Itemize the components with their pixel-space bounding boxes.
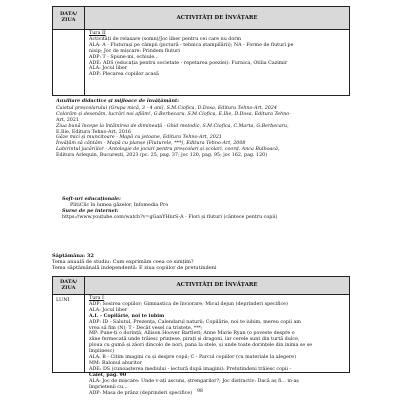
- activity-line: A.I. - Copilărie, noi te iubim: [89, 312, 165, 319]
- table-body: [53, 30, 349, 96]
- aux-line: Colorăm și desenăm, lucrări noi aflăm!, G.Berbecaru, S.M.Ciofica, E.Ilie, D.Dosa, Editura Tehno-: [56, 111, 291, 117]
- table-header: [53, 277, 349, 295]
- software-line: PlitiClic în lumea gâzelor, Infomedia Pro: [70, 202, 169, 208]
- aux-line: Caietul preșcolarului (Grupa mică, 3 - 4 ani), S.M.Ciofica, D.Dosa, Editura Tehno-Art, 2024: [56, 105, 277, 111]
- internet-title: Surse de pe internet:: [62, 207, 119, 214]
- activity-line: ADE: ADS (educația pentru societate - repetarea poeziei): Furnica, Otilia Cazimir: [89, 60, 288, 66]
- aux-line: Învățăm să cântăm - Mapă cu planșe (Fluturele, ***), Editura Tehno-Art, 2008: [56, 141, 246, 147]
- activity-line: ALA: Jocul liber: [89, 66, 128, 72]
- week-number: Săptămâna: 32: [52, 253, 94, 259]
- activity-line: ALA: B - Citim imagini cu și despre copii; C - Parcul copiilor (cu materiale la alegere): [89, 355, 296, 361]
- annual-theme: Tema anuală de studiu: Cum exprimăm ceea ce simțim?: [52, 259, 194, 266]
- activity-line: ALA: Joc de mișcare: Unde v-ați ascuns, ștrengarilor?; Joc distractiv: Dacă aș fi... m-aș: [89, 378, 299, 384]
- shift-label: Tura II: [89, 31, 106, 36]
- activity-line: nisip; Joc de mișcare: Prindem fluturi: [89, 48, 180, 54]
- activities-cell: [85, 30, 349, 96]
- aux-line: Art, 2021: [56, 117, 79, 123]
- activity-line: ALA: A - Fluturași pe câmpii (pictură - tehnica ștampilării); NA - Forme de fluturi pe: [89, 42, 294, 48]
- software-title: Soft-uri educaționale:: [62, 196, 121, 202]
- aux-line: Editura Arlequin, București, 2023 (pc. 25, pag. 37; joc 120, pag. 95; joc 162, pag. 120): [56, 153, 268, 159]
- activity-line: vrea să fim (N); T - Decât vesel ca tristețe, ***;: [89, 325, 203, 331]
- header-day-cell: [53, 277, 85, 294]
- header-day-cell: [53, 7, 85, 29]
- table-header: [53, 7, 349, 30]
- activity-line: ADP: T - Spune-mi, ochiule...: [89, 54, 159, 60]
- activity-line: ADE: DS (cunoașterea mediului - lectură după imagini): Pretutindeni trăiesc copii -: [89, 366, 292, 372]
- activity-line: ADP: Masa de prânz (deprinderi specifice): [89, 390, 193, 396]
- activity-line: MM: Balonul aburitor: [89, 360, 142, 366]
- auxiliary-title: Auxiliare didactice și mijloace de învățământ:: [56, 98, 179, 104]
- activity-line: ploua cu gumă și zăori dincolo de nori, pana la stele, și unde toate dorințele din inima se se: [89, 343, 313, 349]
- activities-table-1: [52, 6, 350, 96]
- activity-line: ADP: Sosirea copiilor; Gimnastica de înviorare; Micul dejun (deprinderi specifice): [89, 301, 288, 307]
- educational-software: [62, 197, 352, 221]
- activity-line: împrietenii cu...: [89, 384, 128, 390]
- activity-line: ADP: Plecarea copiilor acasă: [89, 72, 159, 78]
- aux-line: E.Ilie, Editura Tehno-Art, 2016: [56, 129, 131, 135]
- activity-line: MP: Pune-ți o dorință, Allison Hoover Bartlett; Anne Marie Ryan (o poveste despre o: [89, 331, 295, 337]
- aux-line: Ziua bună începe la întâlnirea de dimineață - Ghid metodic, S.M.Ciofica, C.Marta, G.Berbecaru,: [56, 123, 289, 129]
- page-number: 98: [197, 389, 203, 394]
- activity-line: Caiet, pag. 90: [89, 371, 127, 378]
- activity-line: Activități de relaxare (somn)/Joc liber pentru cei care nu dorm: [89, 36, 242, 42]
- aux-line: Gâze mici și muncitoare - Mapă cu jetoane, Editura Tehno-Art, 2021: [56, 135, 222, 141]
- activity-line: ADP: ID - Salutul, Prezența, Calendarul naturii; Copilărie, noi te iubim, mereu copii am: [89, 319, 301, 325]
- shift-label: Tura I: [89, 296, 104, 301]
- header-day-label: DATA/ ZIUA: [59, 11, 78, 23]
- week-info: [52, 253, 352, 272]
- activity-line: împlinesc): [89, 349, 115, 355]
- aux-line: Labirintul jucăriilor - Antologie de jocuri pentru preșcolari și școlari, coord. Anca Bulboacă,: [56, 147, 280, 153]
- weekly-theme: Tema săptămânală independentă: E ziua copiilor de pretutindeni: [52, 265, 217, 272]
- header-day-label: DATA/ ZIUA: [59, 279, 78, 291]
- day-cell: [53, 30, 85, 96]
- header-activities-cell: ACTIVITĂȚI DE ÎNVĂȚARE: [176, 282, 258, 288]
- activity-line: ALA: Jocul liber: [89, 307, 128, 313]
- day-cell: LUNI: [53, 295, 85, 373]
- header-activities-cell: ACTIVITĂȚI DE ÎNVĂȚARE: [176, 15, 258, 21]
- activity-line: zâne fermecată unde trăiesc prințese, pirați și dragoni, iar cerele sunt din turtă dulce,: [89, 337, 300, 343]
- auxiliary-materials: [56, 99, 356, 159]
- internet-link[interactable]: https://www.youtube.com/watch?v=gGanYHnrS-A - Flori și fluturi (cântece pentru copii): [62, 214, 278, 220]
